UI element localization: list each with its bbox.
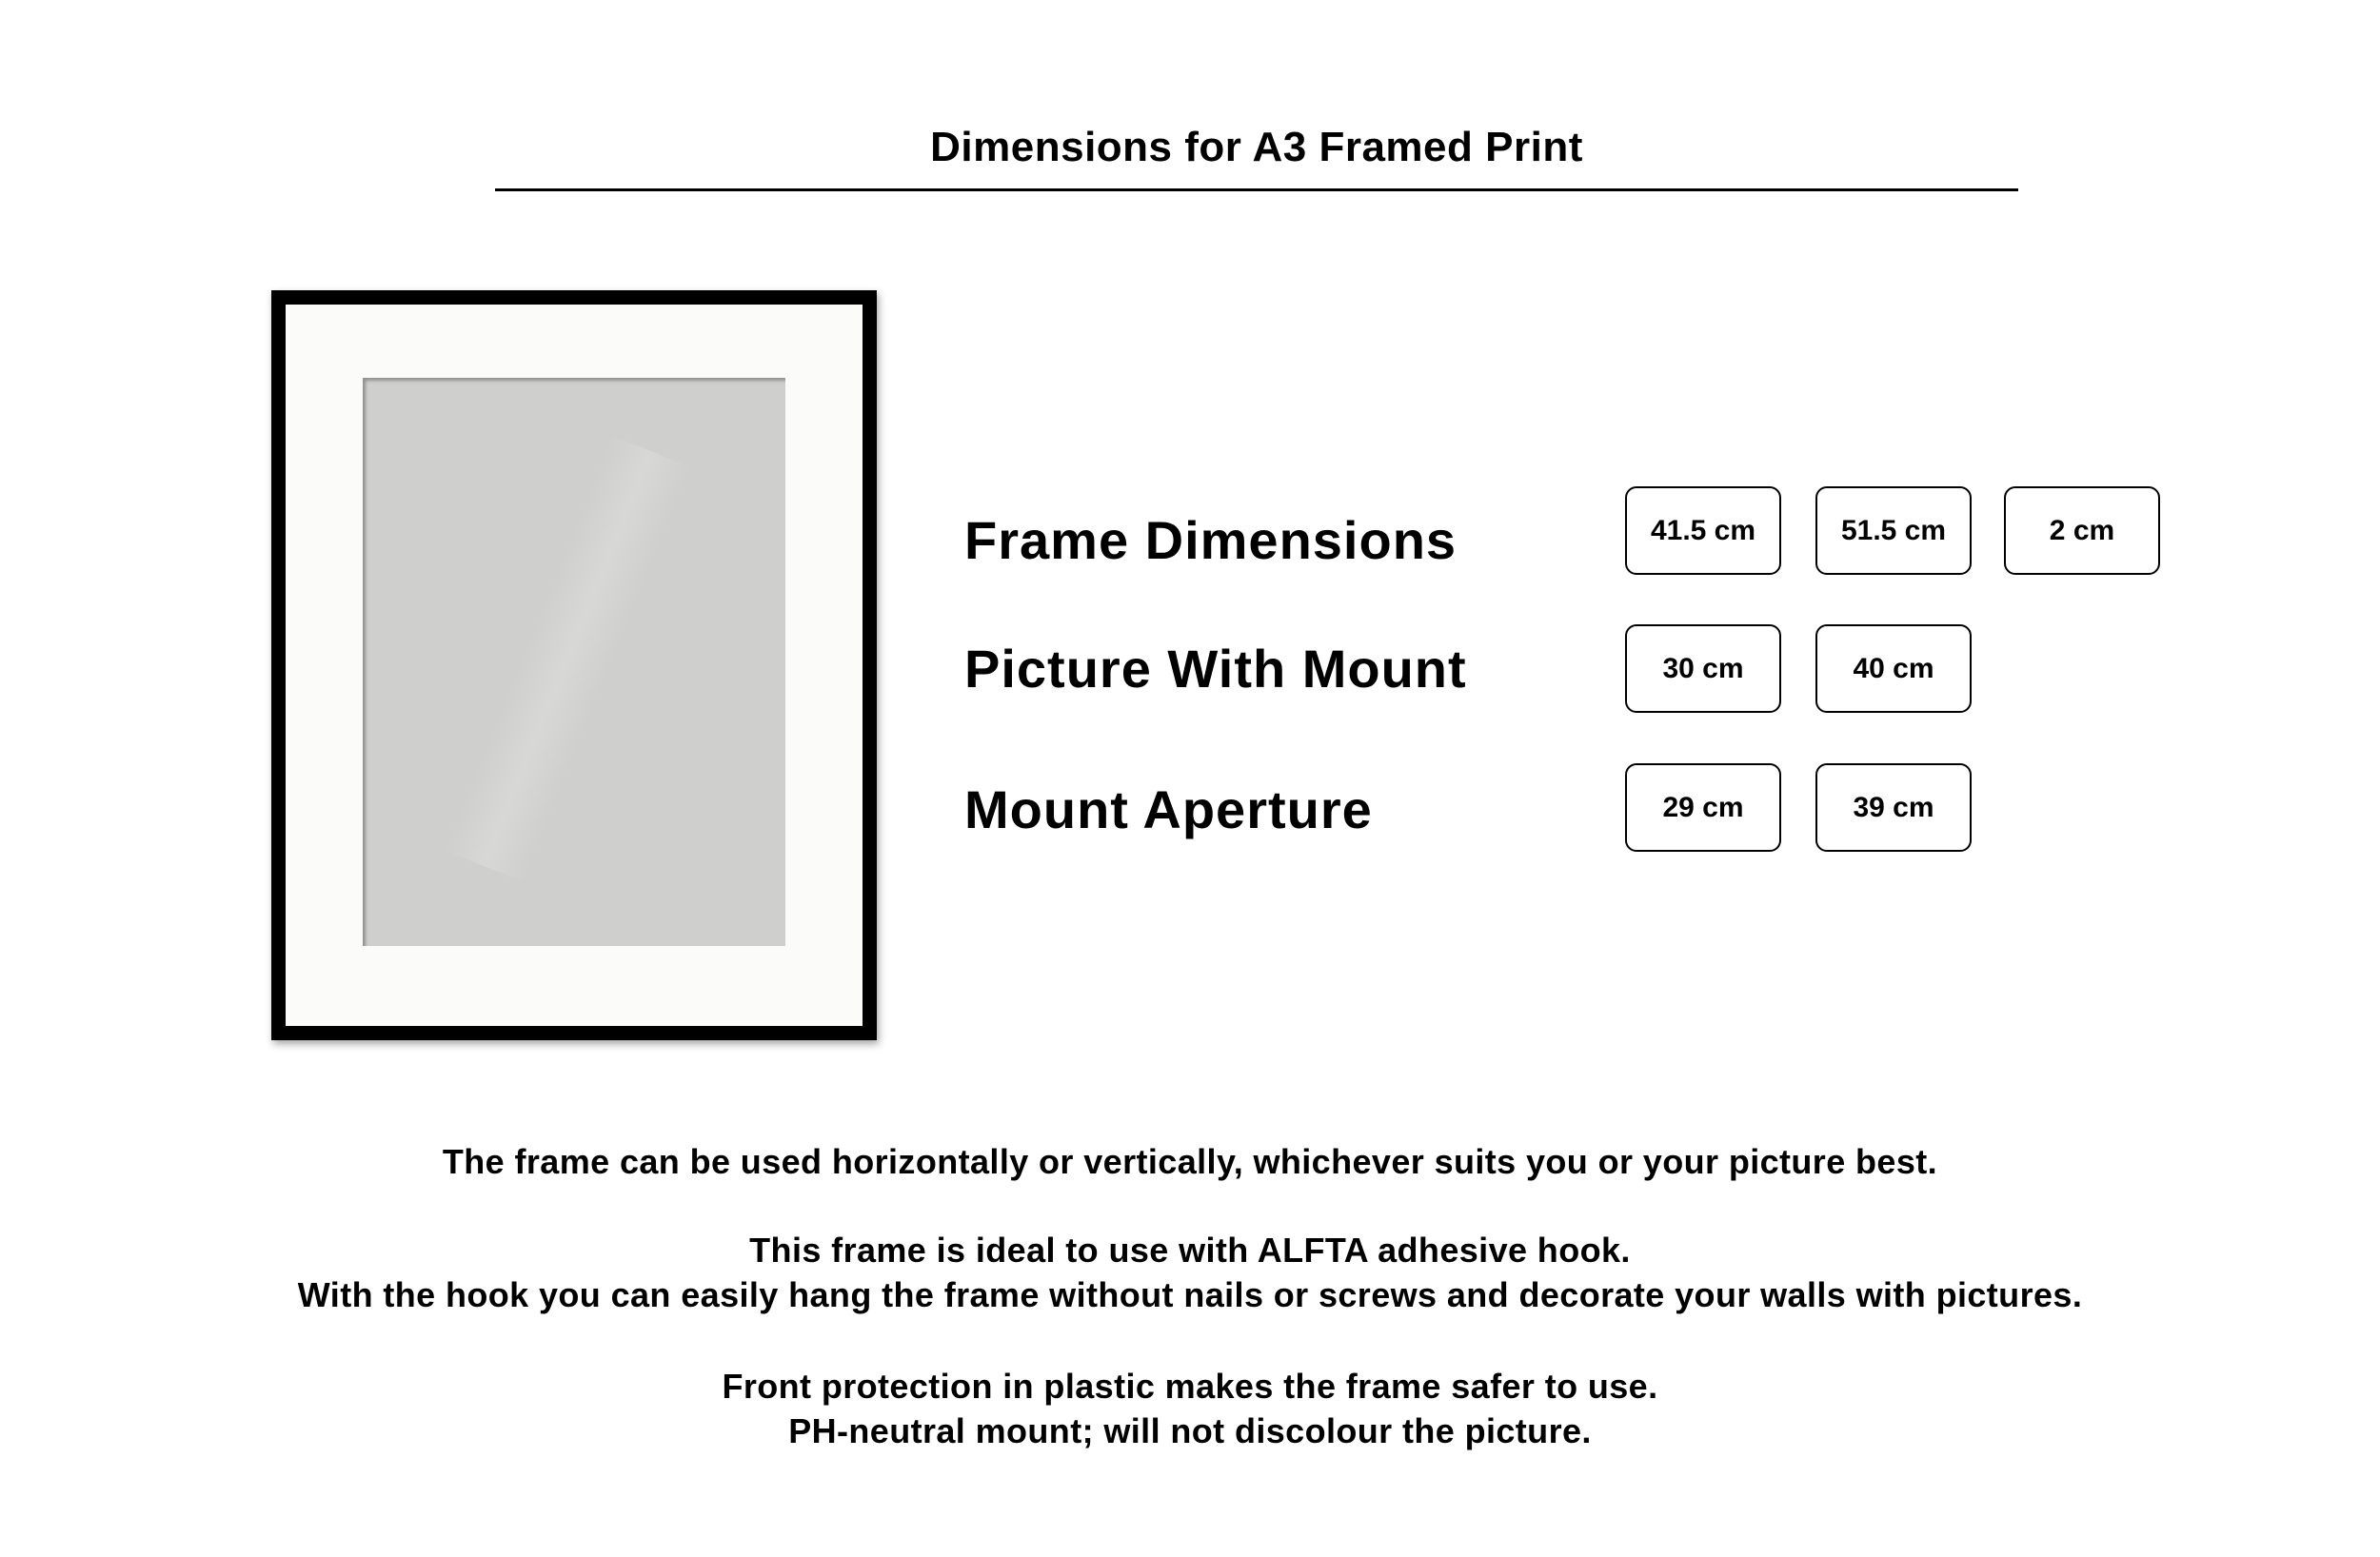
protection-note xyxy=(95,1364,2285,1453)
page-title: Dimensions for A3 Framed Print xyxy=(930,124,1583,170)
frame-illustration xyxy=(271,290,877,1040)
hook-text-1: This frame is ideal to use with ALFTA adhesive hook. xyxy=(749,1231,1631,1270)
frame-depth-badge: 2 cm xyxy=(2004,486,2160,575)
mount-width-badge: 30 cm xyxy=(1625,624,1781,713)
hook-text-2: With the hook you can easily hang the frame without nails or screws and decorate your walls with pictures. xyxy=(297,1275,2083,1314)
protection-text-1: Front protection in plastic makes the frame safer to use. xyxy=(722,1367,1658,1406)
mount-aperture-label: Mount Aperture xyxy=(964,779,1373,839)
picture-with-mount-label: Picture With Mount xyxy=(964,639,1467,699)
frame-width-badge: 41.5 cm xyxy=(1625,486,1781,575)
orientation-text: The frame can be used horizontally or vertically, whichever suits you or your picture best. xyxy=(442,1142,1938,1181)
orientation-note xyxy=(95,1139,2285,1184)
protection-text-2: PH-neutral mount; will not discolour the picture. xyxy=(788,1411,1592,1450)
hook-note xyxy=(95,1228,2285,1317)
mount-height-badge: 40 cm xyxy=(1815,624,1972,713)
aperture-height-badge: 39 cm xyxy=(1815,763,1972,852)
glass-glare xyxy=(444,435,691,881)
title-underline xyxy=(495,188,2018,191)
frame-dimensions-label: Frame Dimensions xyxy=(964,510,1458,570)
frame-height-badge: 51.5 cm xyxy=(1815,486,1972,575)
aperture-width-badge: 29 cm xyxy=(1625,763,1781,852)
mount-aperture-picture xyxy=(363,378,785,946)
